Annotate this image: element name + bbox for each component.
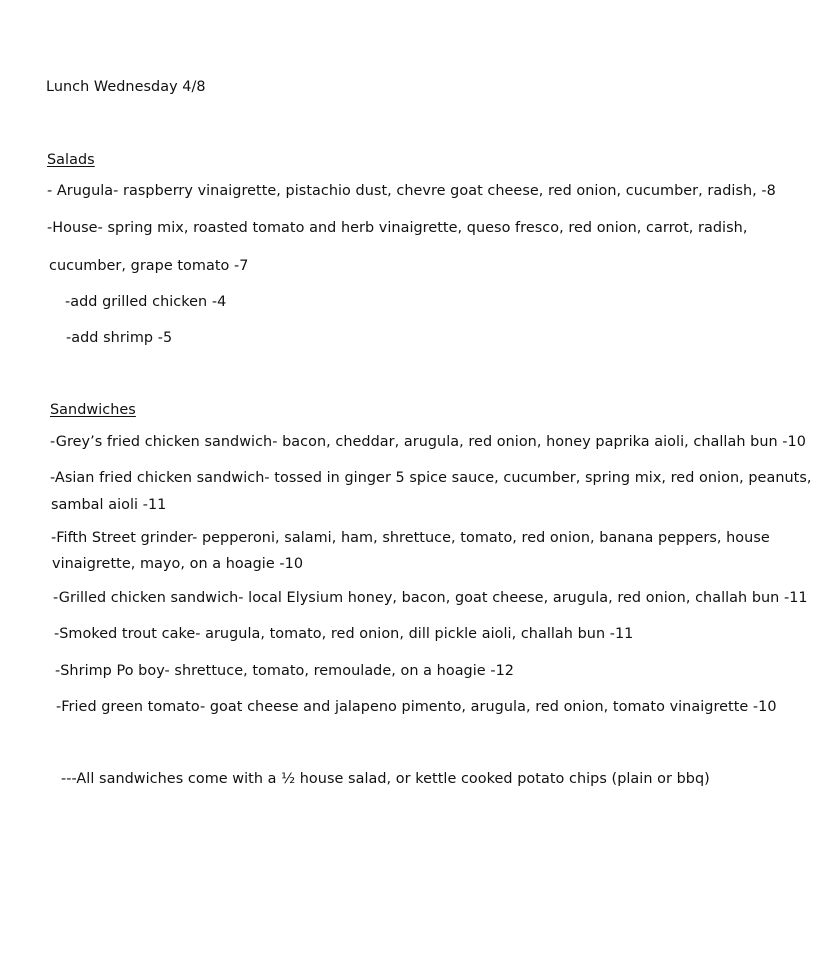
salad-item-house: -House- spring mix, roasted tomato and herb vinaigrette, queso fresco, red onion, carrot, radish, <box>47 220 748 236</box>
sandwich-item-asian: -Asian fried chicken sandwich- tossed in ginger 5 spice sauce, cucumber, spring mix, red onion, peanuts, <box>50 470 812 486</box>
sides-footnote: ---All sandwiches come with a ½ house salad, or kettle cooked potato chips (plain or bbq) <box>61 771 710 787</box>
sandwich-item-greys: -Grey’s fried chicken sandwich- bacon, cheddar, arugula, red onion, honey paprika aioli, challah bun -10 <box>50 434 806 450</box>
sandwich-item-trout-cake: -Smoked trout cake- arugula, tomato, red onion, dill pickle aioli, challah bun -11 <box>54 626 634 642</box>
sandwich-item-asian-continued: sambal aioli -11 <box>51 497 167 513</box>
sandwich-item-grinder-continued: vinaigrette, mayo, on a hoagie -10 <box>52 556 304 572</box>
sandwich-item-grinder: -Fifth Street grinder- pepperoni, salami, ham, shrettuce, tomato, red onion, banana peppers, house <box>51 530 770 546</box>
sandwich-item-grilled-chicken: -Grilled chicken sandwich- local Elysium honey, bacon, goat cheese, arugula, red onion, challah bun -11 <box>53 590 808 606</box>
sandwich-item-po-boy: -Shrimp Po boy- shrettuce, tomato, remoulade, on a hoagie -12 <box>55 663 514 679</box>
salad-addon-chicken: -add grilled chicken -4 <box>65 294 227 310</box>
sandwiches-heading: Sandwiches <box>50 402 136 418</box>
salad-item-arugula: - Arugula- raspberry vinaigrette, pistachio dust, chevre goat cheese, red onion, cucumber, radish, -8 <box>47 183 776 199</box>
menu-title: Lunch Wednesday 4/8 <box>46 79 206 95</box>
salad-item-house-continued: cucumber, grape tomato -7 <box>49 258 249 274</box>
sandwich-item-green-tomato: -Fried green tomato- goat cheese and jalapeno pimento, arugula, red onion, tomato vinaigrette -10 <box>56 699 777 715</box>
salad-addon-shrimp: -add shrimp -5 <box>66 330 173 346</box>
salads-heading: Salads <box>47 152 95 168</box>
